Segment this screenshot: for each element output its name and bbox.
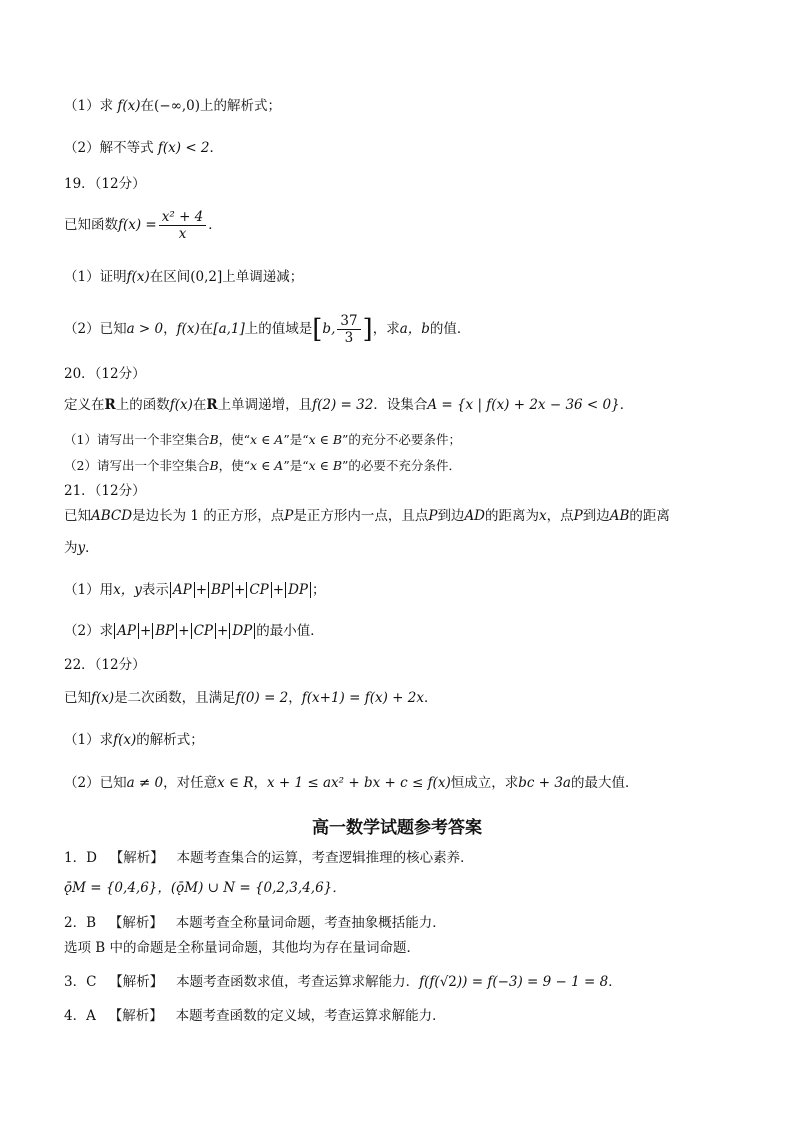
q19-fraction bbox=[159, 209, 207, 242]
q22-part2-e: 的最大值． bbox=[570, 775, 639, 791]
answer-4-num: 4．A bbox=[64, 1008, 96, 1024]
q19-intro bbox=[64, 208, 222, 242]
q20-part1-b: ，使“ bbox=[218, 432, 251, 447]
answer-1 bbox=[64, 848, 474, 868]
q21-part1: （1）用x，y表示 AP + BP + CP + DP ； bbox=[64, 582, 326, 598]
q21-abs-DP: DP bbox=[285, 582, 311, 598]
q21-P2: P bbox=[428, 508, 438, 524]
q22-recurrence: f(x+1) = f(x) + 2x bbox=[301, 690, 424, 706]
q19-part1-fx: f(x) bbox=[126, 269, 150, 285]
q20-l1-b: 上的函数 bbox=[115, 397, 170, 413]
q19-part1-interval: (0,2] bbox=[190, 269, 223, 285]
answer-1-line2: ǭM = {0,4,6}，(ǭM) ∪ N = {0,2,3,4,6}． bbox=[64, 880, 346, 896]
q19-part2-e: ，求 bbox=[372, 321, 400, 337]
q22-line1 bbox=[64, 688, 437, 708]
q21-part1-xy: x，y bbox=[113, 582, 142, 598]
q21-AD: AD bbox=[464, 508, 486, 524]
q20-l1-e: ．设集合 bbox=[373, 397, 428, 413]
q18-part1-label: （1）求 bbox=[64, 98, 114, 114]
answer-3-expr-pre: f(f( bbox=[419, 974, 440, 990]
q22-fx: f(x) bbox=[91, 690, 115, 706]
q19-range-numerator: 37 bbox=[337, 313, 360, 330]
q19-part2-a: （2）已知 bbox=[64, 321, 127, 337]
answer-2-tag: 【解析】 bbox=[108, 915, 163, 931]
answer-3-sqrt: √2 bbox=[439, 974, 457, 990]
answer-4 bbox=[64, 1006, 446, 1026]
answer-4-text: 本题考查函数的定义域，考查运算求解能力． bbox=[175, 1008, 446, 1024]
q19-part2 bbox=[64, 310, 470, 349]
q18-part1-end: 上的解析式； bbox=[200, 98, 282, 114]
q20-l1-d: 上单调递增，且 bbox=[217, 397, 313, 413]
q22-l1-b: 是二次函数，且满足 bbox=[114, 690, 236, 706]
q21-l1-a: 已知 bbox=[64, 508, 91, 524]
q22-part1-fx: f(x) bbox=[113, 732, 137, 748]
q19-range-denominator: 3 bbox=[344, 330, 354, 346]
q21-abs-BP: BP bbox=[208, 582, 233, 598]
q20-header: 20．（12分） bbox=[64, 366, 146, 382]
q21-l1-h: 的距离 bbox=[629, 508, 670, 524]
q22-part2-ineq: x + 1 ≤ ax² + bx + c ≤ f(x) bbox=[267, 775, 451, 791]
answer-3 bbox=[64, 972, 622, 992]
q22-part1 bbox=[64, 730, 204, 750]
q21-line1 bbox=[64, 506, 670, 526]
answer-2-line2: 选项 B 中的命题是全称量词命题，其他均为存在量词命题． bbox=[64, 940, 421, 956]
q21-AB: AB bbox=[609, 508, 630, 524]
q19-part2-b: ， bbox=[163, 321, 177, 337]
q20-R1: R bbox=[104, 397, 116, 413]
q20-part1 bbox=[64, 430, 461, 450]
q21-part2-abs-AP: AP bbox=[114, 623, 139, 639]
q20-l1-f: ． bbox=[619, 397, 634, 413]
q21-y: y bbox=[77, 540, 86, 556]
answer-3-expr-post: )) = f(−3) = 9 − 1 = 8 bbox=[456, 974, 609, 990]
q18-part2-expr: f(x) < 2 bbox=[157, 140, 210, 156]
q19-part2-d: 上的值域是 bbox=[244, 321, 313, 337]
q19-left-bracket: [ bbox=[312, 314, 323, 345]
q18-part1-interval: (−∞,0) bbox=[154, 98, 201, 114]
q19-function: f(x) = bbox=[118, 217, 157, 233]
q22-part2-cond: a ≠ 0 bbox=[126, 775, 164, 791]
q21-ABCD: ABCD bbox=[91, 508, 133, 524]
q20-line1 bbox=[64, 395, 633, 415]
q21-part2: （2）求 AP + BP + CP + DP 的最小值． bbox=[64, 623, 324, 639]
q22-header: 22．（12分） bbox=[64, 657, 146, 673]
q21-l1-b: 是边长为 1 的正方形，点 bbox=[132, 508, 285, 524]
q22-l1-c: ， bbox=[288, 690, 302, 706]
q22-l1-d: ． bbox=[423, 690, 438, 706]
q20-f2: f(2) = 32 bbox=[312, 397, 374, 413]
q21-abs-CP: CP bbox=[246, 582, 271, 598]
q21-l1-e: 的距离为 bbox=[485, 508, 540, 524]
q21-part1-a: （1）用 bbox=[64, 582, 114, 598]
q22-part2-d: 恒成立，求 bbox=[450, 775, 519, 791]
q21-part2-abs-CP: CP bbox=[191, 623, 216, 639]
q20-setA: A = {x | f(x) + 2x − 36 < 0} bbox=[427, 397, 620, 413]
q20-part1-d: ”的充分不必要条件； bbox=[342, 432, 461, 447]
q22-part2-a: （2）已知 bbox=[64, 775, 127, 791]
q20-part1-xA: x ∈ A bbox=[250, 432, 284, 447]
q22-part1-a: （1）求 bbox=[64, 732, 114, 748]
q22-part2 bbox=[64, 773, 638, 793]
q18-part1-fx: f(x) bbox=[117, 98, 141, 114]
q22-part2-c: ， bbox=[253, 775, 267, 791]
q20-fx: f(x) bbox=[169, 397, 193, 413]
q22-part2-expr: bc + 3a bbox=[518, 775, 571, 791]
q19-range-fraction bbox=[337, 313, 360, 346]
q20-part2-b: ，使“ bbox=[218, 458, 251, 473]
q21-part1-b: 表示 bbox=[141, 582, 169, 598]
q20-R2: R bbox=[206, 397, 218, 413]
q20-part2-B: B bbox=[209, 458, 219, 473]
answer-1-num: 1．D bbox=[64, 850, 97, 866]
q19-part2-fx: f(x) bbox=[176, 321, 200, 337]
q20-part2 bbox=[64, 456, 461, 476]
q19-fraction-numerator: x² + 4 bbox=[159, 209, 207, 226]
answer-2-num: 2．B bbox=[64, 915, 97, 931]
q21-l1-c: 是正方形内一点，且点 bbox=[293, 508, 429, 524]
q22-part2-b: ，对任意 bbox=[163, 775, 218, 791]
q19-part1-c: 上单调递减； bbox=[222, 269, 304, 285]
q22-f0: f(0) = 2 bbox=[235, 690, 289, 706]
q21-l1-d: 到边 bbox=[437, 508, 465, 524]
q19-part2-c: 在 bbox=[199, 321, 214, 337]
q22-part2-xR: x ∈ R bbox=[217, 775, 254, 791]
q19-part1-a: （1）证明 bbox=[64, 269, 127, 285]
q20-part2-d: ”的必要不充分条件． bbox=[342, 458, 461, 473]
q21-l2-a: 为 bbox=[64, 540, 78, 556]
q21-part1-end: ； bbox=[311, 582, 326, 598]
answer-2 bbox=[64, 913, 446, 933]
q19-range-b: b, bbox=[322, 321, 336, 337]
q21-part2-abs-BP: BP bbox=[152, 623, 177, 639]
q19-header: 19．（12分） bbox=[64, 176, 146, 192]
q20-part1-xB: x ∈ B bbox=[308, 432, 343, 447]
q21-part2-abs-DP: DP bbox=[229, 623, 255, 639]
q20-part2-xB: x ∈ B bbox=[308, 458, 343, 473]
q19-part1-b: 在区间 bbox=[149, 269, 191, 285]
q21-part2-end: 的最小值． bbox=[256, 623, 324, 639]
q19-fraction-denominator: x bbox=[178, 226, 187, 242]
q19-part2-f: 的值． bbox=[429, 321, 471, 337]
answer-1-text: 本题考查集合的运算，考查逻辑推理的核心素养． bbox=[176, 850, 474, 866]
q19-part2-cond: a > 0 bbox=[126, 321, 164, 337]
q18-part2-end: ． bbox=[209, 140, 224, 156]
answer-1-tag: 【解析】 bbox=[109, 850, 164, 866]
answer-3-text: 本题考查函数求值，考查运算求解能力． bbox=[176, 974, 420, 990]
q22-l1-a: 已知 bbox=[64, 690, 91, 706]
q20-part1-a: （1）请写出一个非空集合 bbox=[64, 432, 210, 447]
q18-part2-label: （2）解不等式 bbox=[64, 140, 154, 156]
answer-3-end: ． bbox=[608, 974, 622, 990]
q19-part2-ab: a，b bbox=[399, 321, 430, 337]
q18-part2 bbox=[64, 138, 223, 158]
q21-x: x bbox=[539, 508, 547, 524]
q21-line2 bbox=[64, 538, 99, 558]
q21-abs-AP: AP bbox=[170, 582, 195, 598]
q21-l1-f: ，点 bbox=[546, 508, 574, 524]
q21-header: 21．（12分） bbox=[64, 483, 146, 499]
q20-part2-xA: x ∈ A bbox=[250, 458, 284, 473]
q20-part2-c: ”是“ bbox=[283, 458, 309, 473]
q21-l1-g: 到边 bbox=[582, 508, 610, 524]
q20-part2-a: （2）请写出一个非空集合 bbox=[64, 458, 210, 473]
q19-intro-end: ． bbox=[208, 217, 222, 233]
answer-2-text: 本题考查全称量词命题，考查抽象概括能力． bbox=[175, 915, 446, 931]
q20-part1-c: ”是“ bbox=[283, 432, 309, 447]
q20-part1-B: B bbox=[209, 432, 219, 447]
q20-l1-a: 定义在 bbox=[64, 397, 105, 413]
answer-4-tag: 【解析】 bbox=[108, 1008, 163, 1024]
q19-part2-interval: [a,1] bbox=[213, 321, 245, 337]
q21-l2-b: ． bbox=[85, 540, 99, 556]
q18-part1 bbox=[64, 96, 281, 116]
answer-3-num: 3．C bbox=[64, 974, 97, 990]
q20-l1-c: 在 bbox=[192, 397, 207, 413]
answers-title: 高一数学试题参考答案 bbox=[312, 818, 482, 838]
q18-part1-mid: 在 bbox=[140, 98, 155, 114]
answer-3-tag: 【解析】 bbox=[109, 974, 164, 990]
q21-P1: P bbox=[284, 508, 294, 524]
q19-part1 bbox=[64, 267, 303, 287]
q19-right-bracket: ] bbox=[362, 314, 373, 345]
q22-part1-b: 的解析式； bbox=[136, 732, 204, 748]
q21-P3: P bbox=[573, 508, 583, 524]
q19-intro-text: 已知函数 bbox=[64, 217, 118, 233]
q21-part2-a: （2）求 bbox=[64, 623, 114, 639]
